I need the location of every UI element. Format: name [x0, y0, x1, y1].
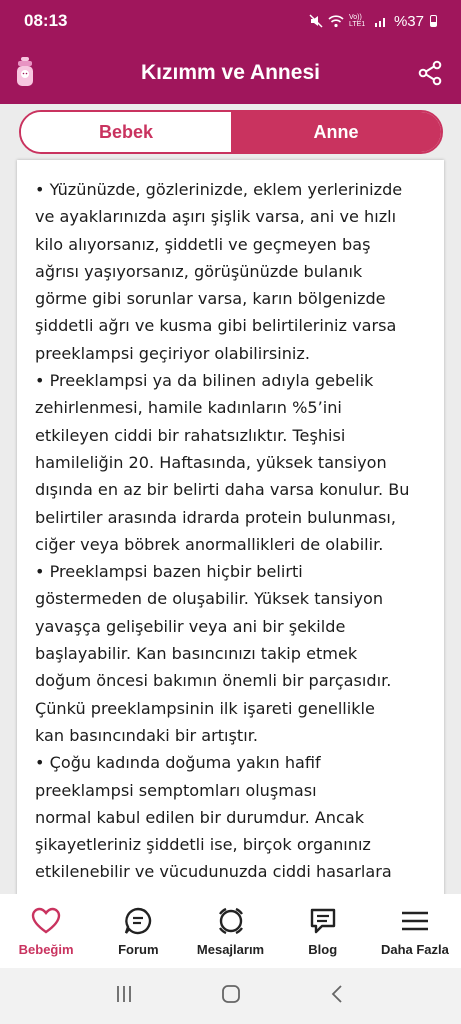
tab-label: Daha Fazla — [380, 942, 449, 957]
back-button[interactable] — [327, 983, 349, 1010]
back-icon — [327, 983, 349, 1005]
bottom-tab-bar — [0, 894, 461, 968]
messages-icon — [216, 906, 246, 936]
segment-anne[interactable]: Anne — [231, 112, 441, 152]
recent-apps-button[interactable] — [113, 983, 135, 1010]
paragraph-2: • Preeklampsi ya da bilinen adıyla gebelik zehirlenmesi, hamile kadınların %5’ini etkileyen ciddi bir rahatsızlıktır. Teşhisi hamileliğin 20. Haftasında, yüksek tansiyon dışında en az bir belirti daha varsa konulur. Bu belirtiler arasında idrarda protein bulunması, ciğer veya böbrek anormallikleri de olabilir. — [35, 371, 410, 554]
baby-bottle-icon[interactable] — [14, 56, 36, 88]
network-label: Vo)) LTE1 — [348, 14, 366, 28]
wifi-icon — [328, 14, 344, 28]
paragraph-1: • Yüzünüzde, gözlerinizde, eklem yerlerinizde ve ayaklarınızda aşırı şişlik varsa, ani ve hızlı kilo alıyorsanız, şiddetli ve geçmeyen baş ağrısı yaşıyorsanız, görüşünüzde bulanık görme gibi sorunlar varsa, karın bölgenizde şiddetli ağrı ve kusma gibi belirtileriniz varsa preeklampsi geçiriyor olabilirsiniz. — [35, 180, 403, 363]
recent-apps-icon — [113, 983, 135, 1005]
status-time: 08:13 — [24, 11, 68, 30]
chat-bubble-icon — [123, 906, 153, 936]
heart-icon — [31, 906, 61, 936]
app-bar — [0, 42, 461, 104]
article-card — [17, 160, 444, 900]
segment-bebek[interactable]: Bebek — [21, 112, 231, 152]
tab-forum[interactable] — [92, 894, 184, 968]
tab-bebegim[interactable] — [0, 894, 92, 968]
status-bar — [0, 0, 461, 42]
tab-mesajlarim[interactable] — [184, 894, 276, 968]
paragraph-3: • Preeklampsi bazen hiçbir belirti göstermeden de oluşabilir. Yüksek tansiyon yavaşça gelişebilir veya ani bir şekilde başlayabilir. Kan basıncınızı takip etmek doğum öncesi bakımın önemli bir parçasıdır. Çünkü preeklampsinin ilk işareti genellikle kan basıncındaki bir artıştır. — [35, 562, 392, 745]
tab-daha-fazla[interactable] — [369, 894, 461, 968]
tab-blog[interactable] — [277, 894, 369, 968]
blog-icon — [308, 906, 338, 936]
mute-icon — [309, 14, 323, 28]
system-nav-bar — [0, 968, 461, 1024]
battery-icon — [430, 15, 437, 27]
tab-label: Bebeğim — [18, 942, 74, 957]
battery-text: %37 — [393, 12, 424, 30]
paragraph-4: • Çoğu kadında doğuma yakın hafif preeklampsi semptomları oluşması normal kabul edilen bir durumdur. Ancak şikayetleriniz şiddetli ise, birçok organınız etkilenebilir ve vücudunuzda ciddi hasarlara — [35, 753, 392, 882]
home-icon — [220, 983, 242, 1005]
tab-label: Mesajlarım — [196, 942, 265, 957]
share-icon[interactable] — [417, 60, 443, 86]
segment-control — [19, 110, 443, 154]
home-button[interactable] — [220, 983, 242, 1010]
tab-label: Blog — [308, 942, 338, 957]
app-title: Kızımm ve Annesi — [141, 61, 320, 84]
signal-icon — [374, 15, 388, 27]
menu-icon — [400, 906, 430, 936]
tab-label: Forum — [118, 942, 159, 957]
status-icons — [309, 14, 388, 28]
status-indicators — [309, 13, 437, 30]
page-content — [0, 104, 461, 894]
